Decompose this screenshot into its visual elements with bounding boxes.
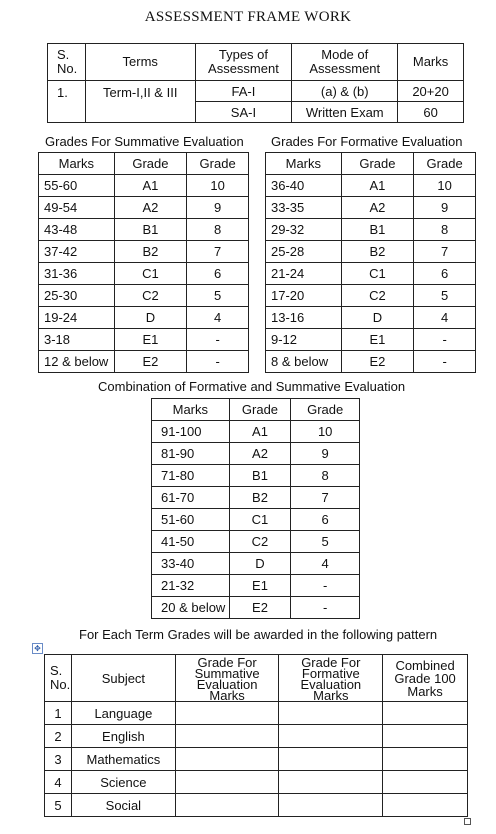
table-row [39, 175, 249, 197]
table-row [45, 794, 468, 817]
header-terms: Terms [85, 44, 195, 81]
table-row [39, 285, 249, 307]
combination-grades-table [151, 398, 360, 619]
combined-grade-cell[interactable] [383, 725, 468, 748]
summative-grade-cell[interactable] [175, 794, 279, 817]
grade-cell: C2 [229, 531, 291, 553]
marks-cell: 49-54 [39, 197, 115, 219]
table-row [45, 771, 468, 794]
summative-grade-cell[interactable] [175, 702, 279, 725]
grade-point-cell: 10 [187, 175, 249, 197]
table-row [152, 421, 360, 443]
grade-point-cell: 9 [187, 197, 249, 219]
grade-point-cell: 10 [291, 421, 360, 443]
formative-grade-cell[interactable] [279, 771, 383, 794]
grade-point-cell: - [291, 597, 360, 619]
marks-cell: 51-60 [152, 509, 230, 531]
marks-cell: 33-40 [152, 553, 230, 575]
grade-point-cell: - [414, 351, 476, 373]
table-row [152, 443, 360, 465]
grade-cell: D [114, 307, 187, 329]
combination-caption: Combination of Formative and Summative Evaluation [98, 379, 406, 394]
marks-cell: 25-30 [39, 285, 115, 307]
grade-point-cell: 9 [291, 443, 360, 465]
table-row [152, 487, 360, 509]
grade-point-cell: - [291, 575, 360, 597]
marks-cell: 91-100 [152, 421, 230, 443]
grade-cell: E2 [114, 351, 187, 373]
sno-cell: 3 [45, 748, 72, 771]
term-header-subject: Subject [71, 655, 175, 702]
combination-header-grade-point: Grade [291, 399, 360, 421]
subject-cell: Mathematics [71, 748, 175, 771]
table-row [39, 263, 249, 285]
combined-grade-cell[interactable] [383, 702, 468, 725]
fa-type: FA-I [195, 81, 292, 102]
marks-cell: 55-60 [39, 175, 115, 197]
marks-cell: 29-32 [266, 219, 342, 241]
term-header-sno: S. No. [45, 655, 72, 702]
summative-caption: Grades For Summative Evaluation [45, 134, 244, 149]
grade-point-cell: 6 [414, 263, 476, 285]
fa-mode: (a) & (b) [292, 81, 398, 102]
grade-cell: A1 [341, 175, 414, 197]
grade-point-cell: - [187, 329, 249, 351]
grade-point-cell: 7 [291, 487, 360, 509]
table-row [45, 702, 468, 725]
move-icon[interactable]: ✥ [32, 643, 43, 654]
grade-cell: B2 [341, 241, 414, 263]
table-row [266, 241, 476, 263]
formative-grade-cell[interactable] [279, 725, 383, 748]
subject-cell: English [71, 725, 175, 748]
formative-grades-table [265, 152, 476, 373]
formative-grade-cell[interactable] [279, 794, 383, 817]
grade-point-cell: 7 [187, 241, 249, 263]
row-sno: 1. [48, 81, 86, 123]
table-row [39, 241, 249, 263]
sno-cell: 4 [45, 771, 72, 794]
page-title: ASSESSMENT FRAME WORK [144, 9, 352, 25]
grade-point-cell: - [187, 351, 249, 373]
table-row [152, 509, 360, 531]
formative-caption: Grades For Formative Evaluation [271, 134, 463, 149]
grade-cell: C2 [341, 285, 414, 307]
table-row [39, 307, 249, 329]
combined-grade-cell[interactable] [383, 748, 468, 771]
combined-grade-cell[interactable] [383, 794, 468, 817]
sa-type: SA-I [195, 102, 292, 123]
formative-header-grade: Grade [341, 153, 414, 175]
grade-cell: E2 [229, 597, 291, 619]
sno-cell: 5 [45, 794, 72, 817]
grade-point-cell: - [414, 329, 476, 351]
grade-point-cell: 5 [187, 285, 249, 307]
grade-cell: C2 [114, 285, 187, 307]
summative-header-grade-point: Grade [187, 153, 249, 175]
grade-point-cell: 5 [414, 285, 476, 307]
marks-cell: 31-36 [39, 263, 115, 285]
combination-header-grade: Grade [229, 399, 291, 421]
formative-grade-cell[interactable] [279, 748, 383, 771]
grade-cell: B2 [229, 487, 291, 509]
grade-point-cell: 6 [187, 263, 249, 285]
header-mode: Mode of Assessment [292, 44, 398, 81]
subject-cell: Social [71, 794, 175, 817]
marks-cell: 17-20 [266, 285, 342, 307]
table-row [266, 175, 476, 197]
table-row [39, 219, 249, 241]
grade-point-cell: 10 [414, 175, 476, 197]
grade-point-cell: 8 [414, 219, 476, 241]
table-row [152, 553, 360, 575]
grade-cell: B1 [229, 465, 291, 487]
resize-handle[interactable] [464, 818, 471, 825]
grade-cell: A1 [229, 421, 291, 443]
table-row [39, 329, 249, 351]
table-row [266, 329, 476, 351]
grade-cell: A2 [114, 197, 187, 219]
table-row [45, 725, 468, 748]
grade-cell: A2 [341, 197, 414, 219]
subject-cell: Science [71, 771, 175, 794]
table-row [152, 531, 360, 553]
grade-point-cell: 6 [291, 509, 360, 531]
term-header-combined: Combined Grade 100 Marks [383, 655, 468, 702]
fa-marks: 20+20 [398, 81, 464, 102]
sno-cell: 1 [45, 702, 72, 725]
marks-cell: 3-18 [39, 329, 115, 351]
summative-header-grade: Grade [114, 153, 187, 175]
grade-point-cell: 4 [187, 307, 249, 329]
marks-cell: 25-28 [266, 241, 342, 263]
marks-cell: 21-24 [266, 263, 342, 285]
grade-cell: E1 [229, 575, 291, 597]
table-row [45, 748, 468, 771]
summative-header-marks: Marks [39, 153, 115, 175]
marks-cell: 36-40 [266, 175, 342, 197]
marks-cell: 21-32 [152, 575, 230, 597]
table-row [266, 197, 476, 219]
grade-cell: E1 [341, 329, 414, 351]
marks-cell: 19-24 [39, 307, 115, 329]
marks-cell: 13-16 [266, 307, 342, 329]
grade-cell: B1 [114, 219, 187, 241]
grade-point-cell: 4 [291, 553, 360, 575]
marks-cell: 8 & below [266, 351, 342, 373]
summative-grade-cell[interactable] [175, 771, 279, 794]
table-row [266, 307, 476, 329]
grade-cell: D [229, 553, 291, 575]
formative-header-marks: Marks [266, 153, 342, 175]
header-marks: Marks [398, 44, 464, 81]
table-row [266, 351, 476, 373]
header-types: Types of Assessment [195, 44, 292, 81]
grade-point-cell: 8 [187, 219, 249, 241]
marks-cell: 71-80 [152, 465, 230, 487]
grade-point-cell: 8 [291, 465, 360, 487]
marks-cell: 37-42 [39, 241, 115, 263]
sno-cell: 2 [45, 725, 72, 748]
table-row [39, 351, 249, 373]
grade-cell: A2 [229, 443, 291, 465]
table-row [152, 465, 360, 487]
grade-cell: C1 [229, 509, 291, 531]
table-row [266, 219, 476, 241]
table-row [266, 263, 476, 285]
header-sno: S. No. [48, 44, 86, 81]
summative-grade-cell[interactable] [175, 748, 279, 771]
grade-cell: A1 [114, 175, 187, 197]
term-header-summative: Grade For Summative Evaluation Marks [175, 655, 279, 702]
grade-point-cell: 4 [414, 307, 476, 329]
term-grades-table [44, 654, 468, 817]
table-row [152, 597, 360, 619]
grade-point-cell: 7 [414, 241, 476, 263]
grade-cell: D [341, 307, 414, 329]
combined-grade-cell[interactable] [383, 771, 468, 794]
combination-header-marks: Marks [152, 399, 230, 421]
marks-cell: 41-50 [152, 531, 230, 553]
table-row [39, 197, 249, 219]
marks-cell: 9-12 [266, 329, 342, 351]
marks-cell: 33-35 [266, 197, 342, 219]
grade-cell: B2 [114, 241, 187, 263]
formative-header-grade-point: Grade [414, 153, 476, 175]
row-term: Term-I,II & III [85, 81, 195, 123]
table-row [266, 285, 476, 307]
grade-cell: E2 [341, 351, 414, 373]
term-header-formative: Grade For Formative Evaluation Marks [279, 655, 383, 702]
assessment-frame-table [47, 43, 464, 123]
table-row [152, 575, 360, 597]
marks-cell: 61-70 [152, 487, 230, 509]
marks-cell: 81-90 [152, 443, 230, 465]
grade-cell: C1 [341, 263, 414, 285]
formative-grade-cell[interactable] [279, 702, 383, 725]
grade-cell: B1 [341, 219, 414, 241]
summative-grade-cell[interactable] [175, 725, 279, 748]
grade-cell: E1 [114, 329, 187, 351]
grade-point-cell: 5 [291, 531, 360, 553]
term-grades-caption: For Each Term Grades will be awarded in the following pattern [79, 627, 438, 642]
marks-cell: 20 & below [152, 597, 230, 619]
marks-cell: 12 & below [39, 351, 115, 373]
sa-mode: Written Exam [292, 102, 398, 123]
grade-point-cell: 9 [414, 197, 476, 219]
grade-cell: C1 [114, 263, 187, 285]
subject-cell: Language [71, 702, 175, 725]
sa-marks: 60 [398, 102, 464, 123]
marks-cell: 43-48 [39, 219, 115, 241]
summative-grades-table [38, 152, 249, 373]
